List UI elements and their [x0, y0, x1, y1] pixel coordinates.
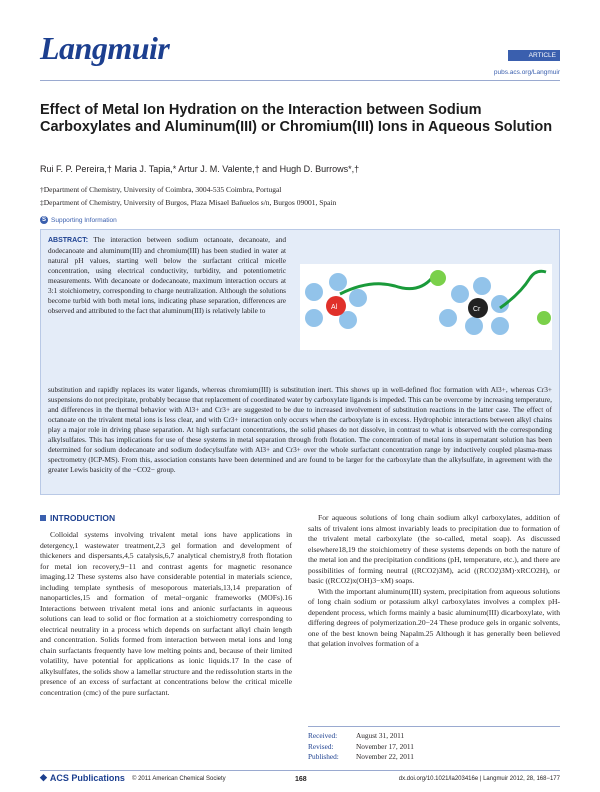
date-published: Published: November 22, 2011 [308, 752, 414, 761]
supporting-information-link[interactable] [40, 216, 117, 224]
publication-dates [308, 726, 560, 763]
abstract-text-1: The interaction between sodium octanoate, decanoate, and dodecanoate and aluminum(III) and chromium(III) has been studied in water at natural pH values, starting well below the surfactant critical micelle concentration, using electrical conductivity, turbidity, and potentiometric measurements. With decanoate or dodecanoate, maximum interaction occurs at 3:1 stoichiometry, corresponding to charge neutralization. Although the solutions become turbid with both metal ions, indicating phase separation, differences are observed and attributed to the fact that aluminum(III) is relatively labile to [48, 235, 286, 315]
affiliation-1: †Department of Chemistry, University of Coimbra, 3004-535 Coimbra, Portugal [40, 185, 282, 194]
al-label: Al [331, 304, 338, 311]
introduction-label: INTRODUCTION [50, 513, 116, 523]
cr-water-cluster [439, 271, 551, 335]
al-water-cluster [305, 270, 446, 329]
intro-right-column [308, 513, 560, 650]
intro-right-para-2: With the important aluminum(III) system, precipitation from aqueous solutions of long chain sodium or potassium alkyl carboxylates involves a complex pH-dependent process, which forms mainly a basic aluminum(III) dicarboxylate, with differing degrees of polymerization.20−24 These produce gels in organic solvents, one of the best known being Napalm.25 Although it has generally been believed that gelation involves formation of a [308, 586, 560, 648]
page-number: 168 [295, 776, 307, 783]
article-type-badge: ARTICLE [508, 50, 560, 61]
toc-graphic [300, 264, 552, 350]
supporting-info-icon: S [41, 217, 46, 223]
abstract-part-1 [48, 235, 286, 316]
section-marker-icon [40, 515, 46, 521]
cr-label: Cr [473, 306, 481, 313]
journal-url-link[interactable]: pubs.acs.org/Langmuir [493, 69, 560, 76]
intro-left-column: Colloidal systems involving trivalent metal ions have applications in detergency,1 wastewater treatment,2,3 gel formation and development of thickeners and dispersants,4,5 catalysis,6,7 analytical chemistry,8 froth flotation for metal ion recovery,9−11 and contrast agents for magnetic resonance imaging.12 These systems also have considerable potential in materials science, including template synthesis of mesoporous materials,13,14 preparation of nanoparticles,15 and formation of metal−organic frameworks (MOFs).16 Interactions between trivalent metal ions and anionic surfactants in aqueous solutions can lead to solid or floc formation at a stoichiometry corresponding to electrical neutrality in a process which depends on surfactant alkyl chain length and concentration. Solids formed from interaction between metal ions and long chain surfactants frequently have low melting points and, because of their limited volatility, have potential for applications as ionic liquids.17 In the case of alkylsulfates, the solids show a lamellar structure and the redissolution starts in the presence of an excess of surfactant at concentrations below the critical micelle concentration (cmc) of the pure surfactant. [40, 530, 292, 697]
abstract-part-2: substitution and rapidly replaces its water ligands, whereas chromium(III) is substitution inert. This shows up in well-defined floc formation with Al3+, whereas Cr3+ suspensions do not precipitate, probably because that replacement of coordinated water by carboxylate ligands is impeded. This can be overcome by increasing temperature, and differences in the thermal behavior with Al3+ and Cr3+ are suggested to be due to increased involvement of substitution reactions in the latter case. The effect of octanoate on the trivalent metal ions is less clear, and with Cr3+ interaction only occurs when the carboxylate is in excess. Hydrophobic interactions between alkyl chains play a major role in driving phase separation. At high surfactant concentrations, the solid phases do not dissolve, in contrast to what is observed with the corresponding alkylsulfates. This has implications for use of these systems in metal separation through froth flotation. The concentration of metal ions in supernatant solution has been determined for sodium dodecanoate and sodium dodecylsulfate with Al3+ and Cr3+ over the whole surfactant concentration range by inductively coupled plasma-mass spectrometry (ICP-MS). From this, association constants have been determined and are found to be larger for the carboxylate than the alkylsulfate, in agreement with the greater Lewis basicity of the −CO2− group. [48, 385, 552, 474]
publisher-logo: ◆ ACS Publications [40, 772, 125, 783]
acs-logo-icon: ◆ [40, 772, 47, 782]
footer-rule [40, 770, 560, 771]
header-rule [40, 80, 560, 81]
article-title: Effect of Metal Ion Hydration on the Interaction between Sodium Carboxylates and Aluminum(III) or Chromium(III) Ions in Aqueous Solution [40, 102, 553, 135]
affiliation-2: ‡Department of Chemistry, University of Burgos, Plaza Misael Bañuelos s/n, Burgos 09001, Spain [40, 198, 337, 207]
author-list: Rui F. P. Pereira,† Maria J. Tapia,* Artur J. M. Valente,† and Hugh D. Burrows*,† [40, 164, 360, 174]
introduction-heading [40, 513, 115, 523]
supporting-info-label: Supporting Information [51, 216, 117, 224]
date-received: Received: August 31, 2011 [308, 731, 405, 740]
date-revised: Revised: November 17, 2011 [308, 741, 414, 751]
journal-logo: Langmuir [40, 30, 170, 66]
intro-right-para-1: For aqueous solutions of long chain sodium alkyl carboxylates, addition of salts of trivalent ions almost invariably leads to precipitation due to formation of the trivalent metal carboxylate (the so-called, metal soap). As discussed elsewhere18,19 the stoichiometry of these systems depends on both the nature of the metal ion and the precipitation conditions (pH, temperature, etc.), and there are possibilities of forming neutral ((RCO2)3M), acid ((RCO2)3M)·xRCO2H), or basic ((RCO2)x(OH)3−xM) soaps. [308, 513, 560, 585]
abstract-label: ABSTRACT: [48, 237, 89, 244]
doi-link[interactable]: dx.doi.org/10.1021/la203416e | Langmuir 2012, 28, 168−177 [398, 776, 560, 782]
tail-right [500, 271, 546, 308]
copyright: © 2011 American Chemical Society [132, 776, 226, 782]
